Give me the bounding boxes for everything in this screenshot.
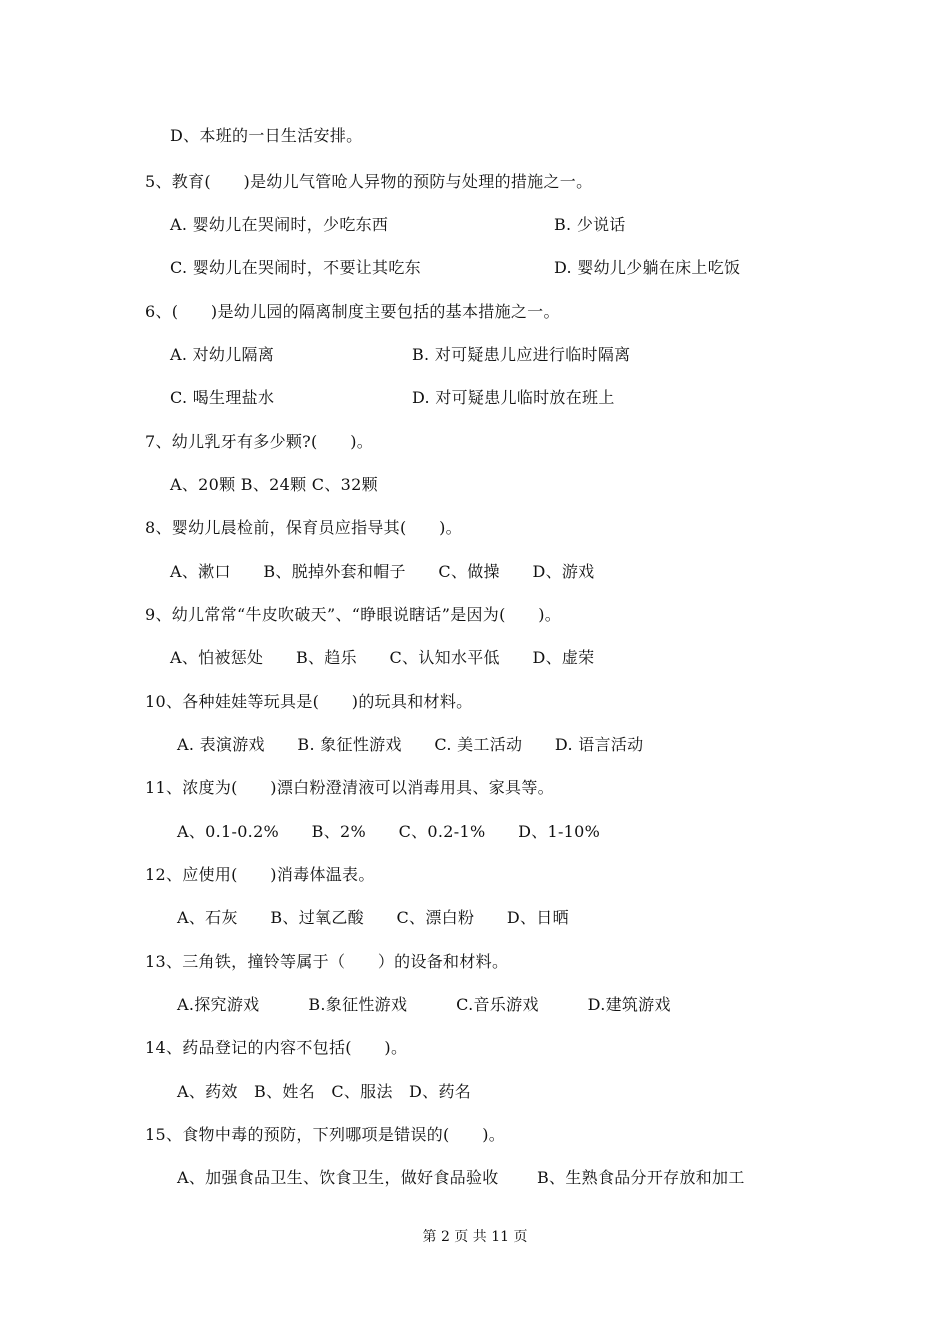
question-13: 13、三角铁，撞铃等属于（ ）的设备和材料。 (145, 952, 509, 971)
options-q13: A.探究游戏 B.象征性游戏 C.音乐游戏 D.建筑游戏 (177, 995, 671, 1014)
question-9: 9、幼儿常常“牛皮吹破天”、“睁眼说瞎话”是因为( )。 (145, 605, 562, 624)
options-q7: A、20颗 B、24颗 C、32颗 (170, 475, 378, 494)
option-d-q6: D. 对可疑患儿临时放在班上 (412, 388, 615, 407)
option-c-q6: C. 喝生理盐水 (170, 388, 275, 407)
options-q14: A、药效 B、姓名 C、服法 D、药名 (177, 1082, 472, 1101)
options-q11: A、0.1-0.2% B、2% C、0.2-1% D、1-10% (177, 822, 601, 841)
question-12: 12、应使用( )消毒体温表。 (145, 865, 375, 884)
option-a-q15: A、加强食品卫生、饮食卫生，做好食品验收 (177, 1168, 499, 1187)
question-7: 7、幼儿乳牙有多少颗?( )。 (145, 432, 374, 451)
option-a-q5: A. 婴幼儿在哭闹时，少吃东西 (170, 215, 389, 234)
question-15: 15、食物中毒的预防，下列哪项是错误的( )。 (145, 1125, 506, 1144)
question-11: 11、浓度为( )漂白粉澄清液可以消毒用具、家具等。 (145, 778, 554, 797)
options-q10: A. 表演游戏 B. 象征性游戏 C. 美工活动 D. 语言活动 (177, 735, 644, 754)
options-q8: A、漱口 B、脱掉外套和帽子 C、做操 D、游戏 (170, 562, 595, 581)
option-a-q6: A. 对幼儿隔离 (170, 345, 275, 364)
option-b-q5: B. 少说话 (554, 215, 626, 234)
question-6: 6、( )是幼儿园的隔离制度主要包括的基本措施之一。 (145, 302, 560, 321)
options-q12: A、石灰 B、过氧乙酸 C、漂白粉 D、日晒 (177, 908, 569, 927)
options-q9: A、怕被惩处 B、趋乐 C、认知水平低 D、虚荣 (170, 648, 595, 667)
question-10: 10、各种娃娃等玩具是( )的玩具和材料。 (145, 692, 473, 711)
option-b-q6: B. 对可疑患儿应进行临时隔离 (412, 345, 631, 364)
question-5: 5、教育( )是幼儿气管呛人异物的预防与处理的措施之一。 (145, 172, 593, 191)
option-b-q15: B、生熟食品分开存放和加工 (537, 1168, 745, 1187)
option-d-q5: D. 婴幼儿少躺在床上吃饭 (554, 258, 741, 277)
question-8: 8、婴幼儿晨检前，保育员应指导其( )。 (145, 518, 462, 537)
option-c-q5: C. 婴幼儿在哭闹时，不要让其吃东 (170, 258, 421, 277)
question-14: 14、药品登记的内容不包括( )。 (145, 1038, 408, 1057)
page-footer: 第 2 页 共 11 页 (422, 1229, 528, 1245)
option-d-q4: D、本班的一日生活安排。 (170, 126, 363, 145)
